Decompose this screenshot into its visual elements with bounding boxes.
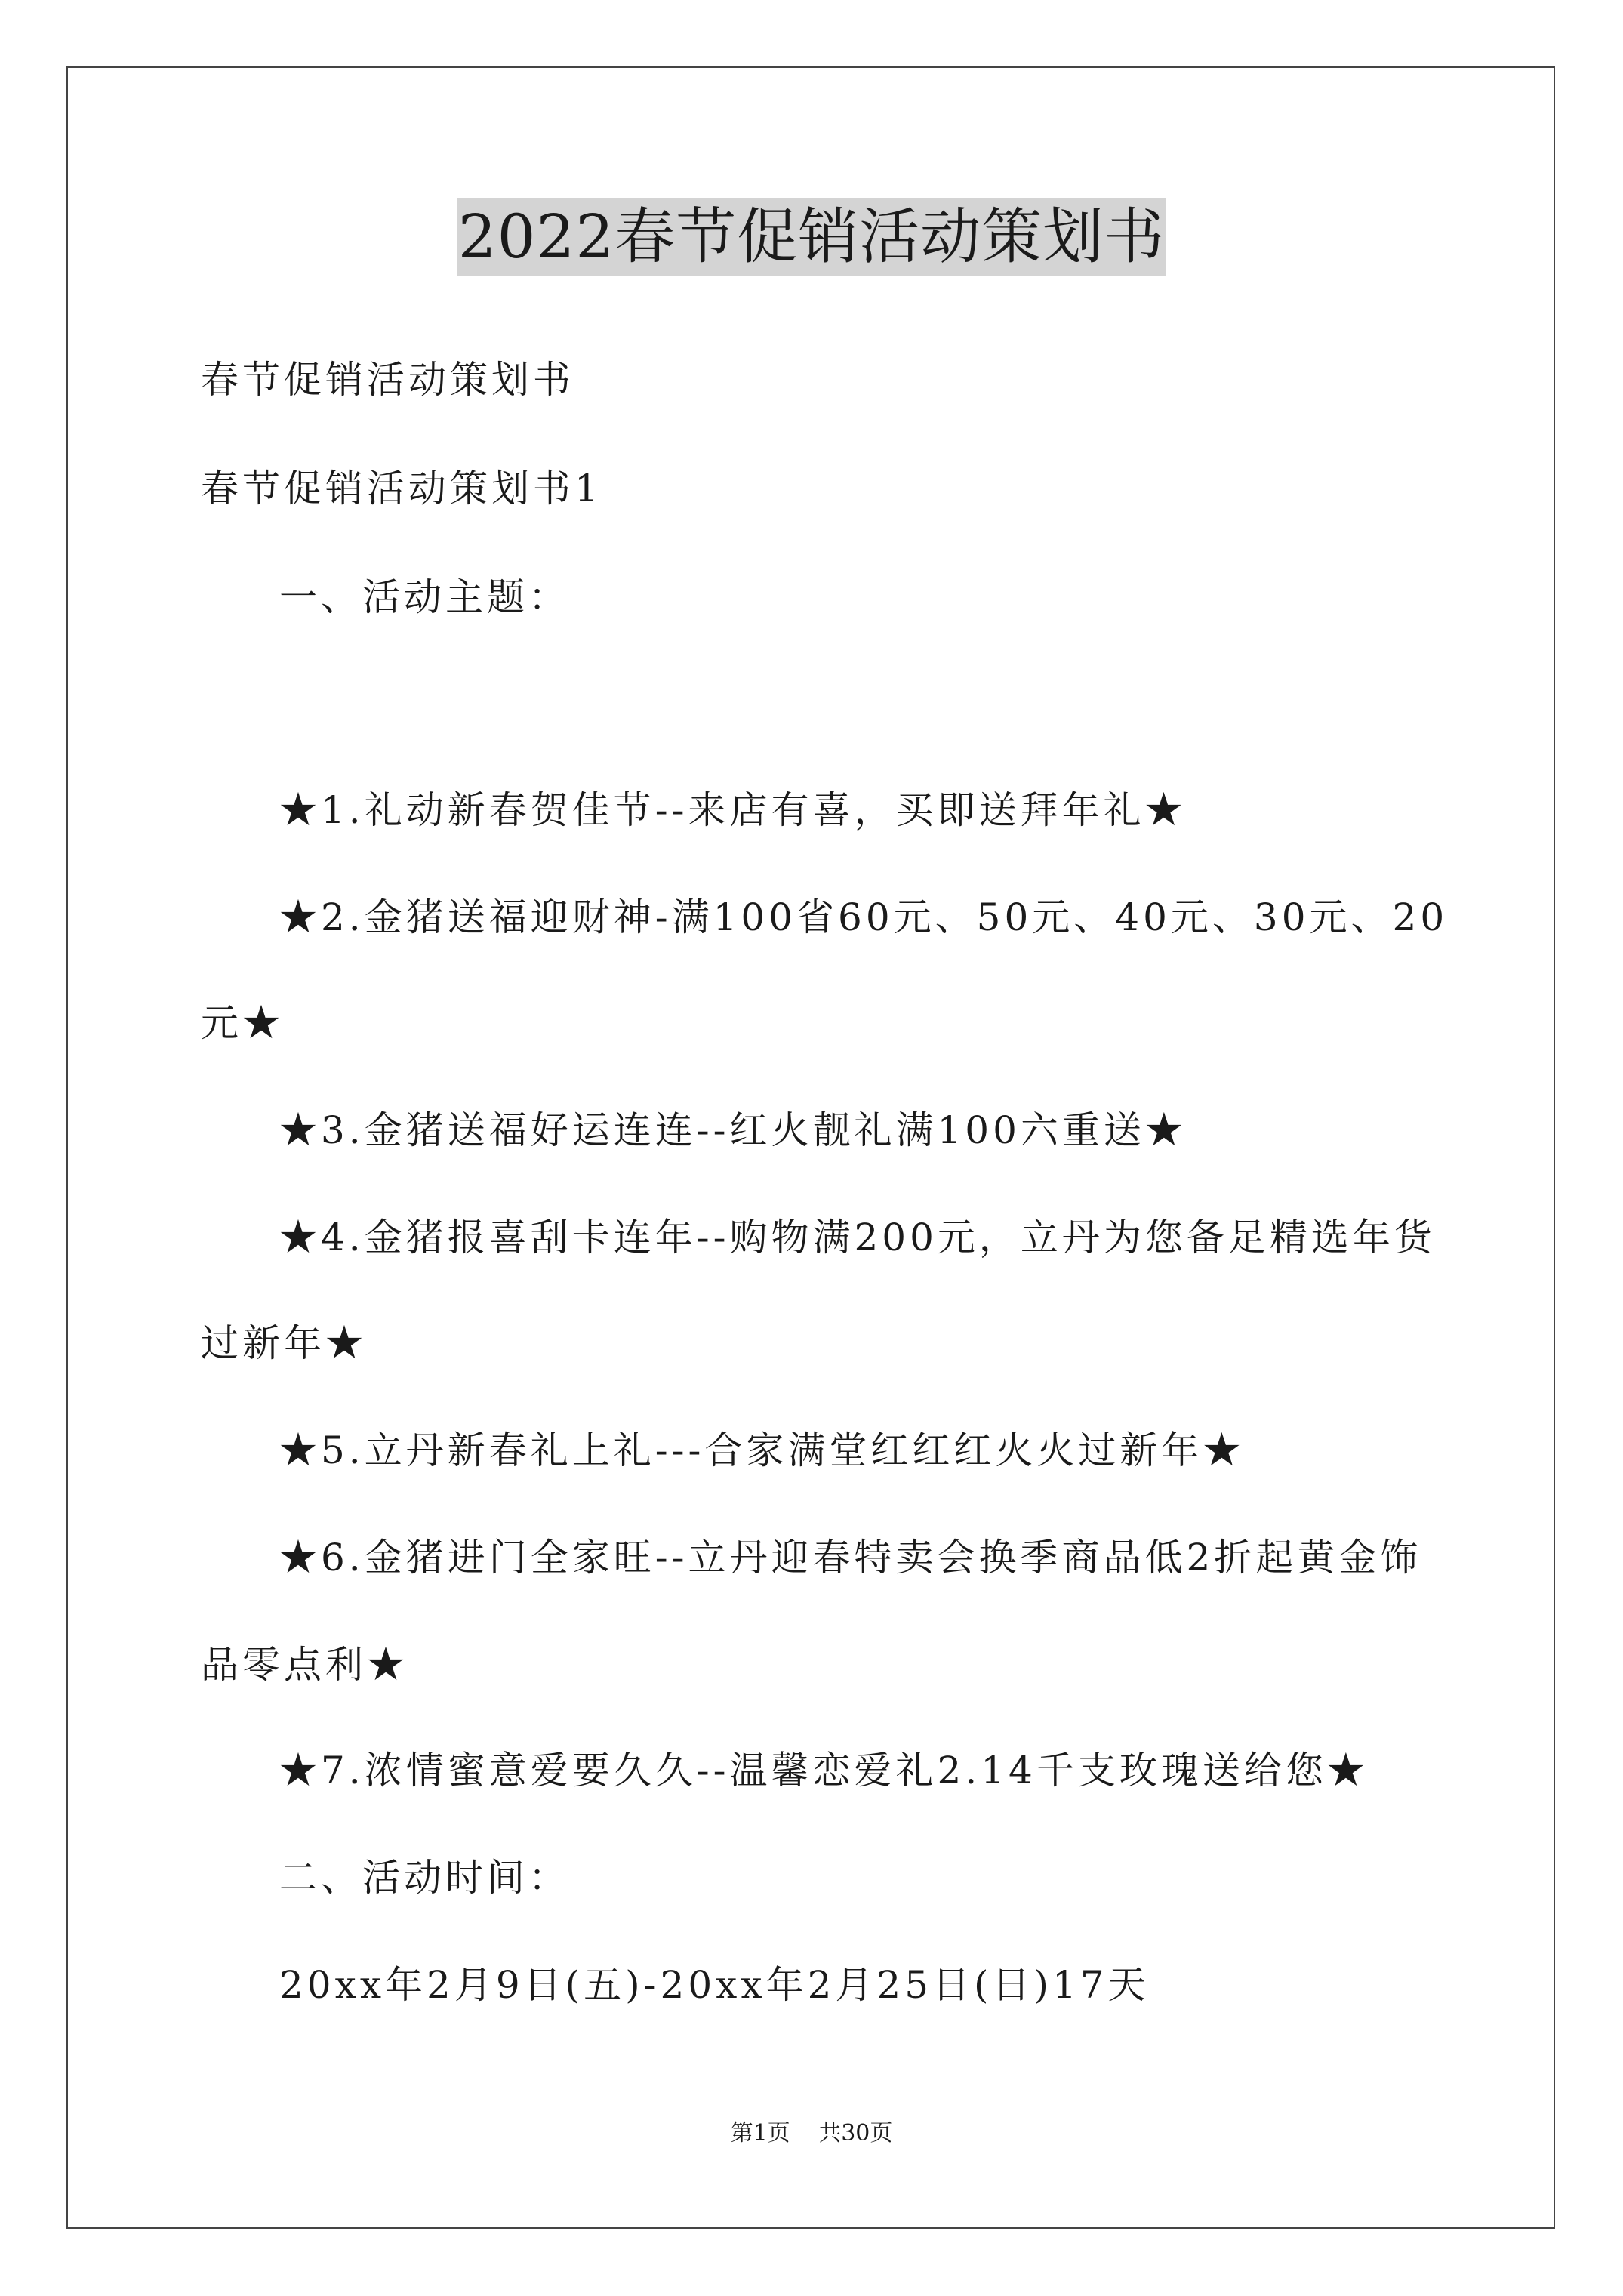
theme-item-1: ★1.礼动新春贺佳节--来店有喜，买即送拜年礼★ bbox=[279, 788, 1187, 832]
theme-item-3: ★3.金猪送福好运连连--红火靓礼满100六重送★ bbox=[279, 1108, 1187, 1152]
theme-item-2: ★2.金猪送福迎财神-满100省60元、50元、40元、30元、20 bbox=[279, 895, 1449, 939]
time-text: 20xx年2月9日(五)-20xx年2月25日(日)17天 bbox=[279, 1963, 1150, 2007]
theme-item-4-continued: 过新年★ bbox=[201, 1321, 367, 1365]
section-heading: 春节促销活动策划书1 bbox=[201, 467, 602, 510]
document-title: 2022春节促销活动策划书 bbox=[457, 198, 1167, 276]
theme-item-5: ★5.立丹新春礼上礼---合家满堂红红红火火过新年★ bbox=[279, 1428, 1245, 1472]
page-number: 第1页 bbox=[730, 2120, 790, 2147]
subtitle: 春节促销活动策划书 bbox=[201, 358, 574, 402]
page-footer bbox=[0, 2119, 1623, 2149]
theme-item-4: ★4.金猪报喜刮卡连年--购物满200元，立丹为您备足精选年货 bbox=[279, 1216, 1436, 1259]
theme-item-6: ★6.金猪进门全家旺--立丹迎春特卖会换季商品低2折起黄金饰 bbox=[279, 1536, 1422, 1579]
title-container bbox=[0, 198, 1623, 276]
theme-item-2-continued: 元★ bbox=[201, 1001, 284, 1045]
theme-heading: 一、活动主题： bbox=[279, 575, 570, 619]
page-total: 共30页 bbox=[818, 2120, 893, 2147]
theme-item-6-continued: 品零点利★ bbox=[201, 1643, 408, 1687]
theme-item-7: ★7.浓情蜜意爱要久久--温馨恋爱礼2.14千支玫瑰送给您★ bbox=[279, 1749, 1369, 1792]
time-heading: 二、活动时间： bbox=[279, 1856, 570, 1900]
